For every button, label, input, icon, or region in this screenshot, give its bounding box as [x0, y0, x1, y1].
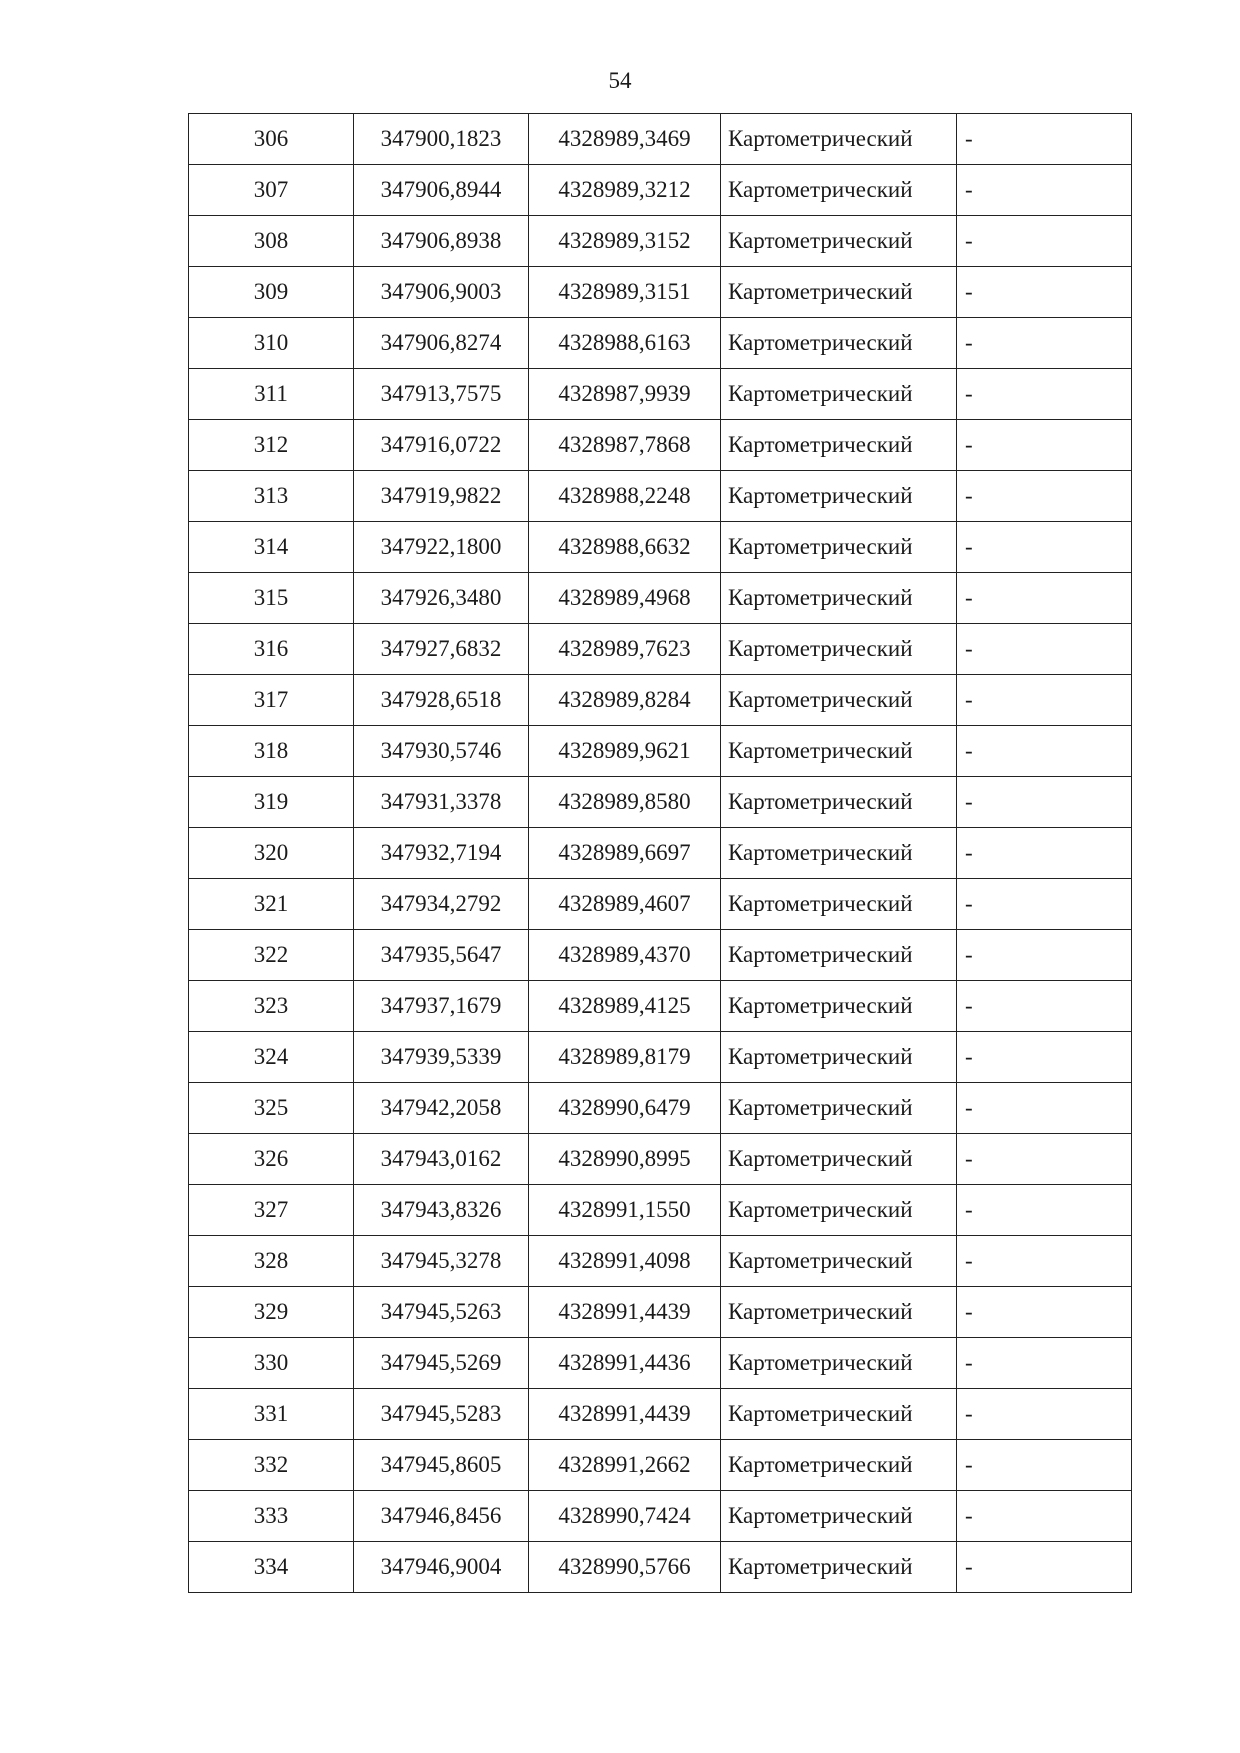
x-coordinate-cell: 347945,5269	[354, 1338, 529, 1389]
note-cell: -	[957, 726, 1132, 777]
table-row	[189, 318, 1132, 369]
point-number-cell: 315	[189, 573, 354, 624]
note-cell: -	[957, 267, 1132, 318]
table-row	[189, 828, 1132, 879]
method-cell: Картометрический	[721, 879, 957, 930]
point-number-cell: 334	[189, 1542, 354, 1593]
x-coordinate-cell: 347939,5339	[354, 1032, 529, 1083]
point-number-cell: 320	[189, 828, 354, 879]
method-cell: Картометрический	[721, 624, 957, 675]
method-cell: Картометрический	[721, 267, 957, 318]
table-row	[189, 777, 1132, 828]
table-row	[189, 930, 1132, 981]
method-cell: Картометрический	[721, 420, 957, 471]
table-row	[189, 165, 1132, 216]
table-row	[189, 573, 1132, 624]
y-coordinate-cell: 4328991,2662	[529, 1440, 721, 1491]
point-number-cell: 329	[189, 1287, 354, 1338]
point-number-cell: 326	[189, 1134, 354, 1185]
method-cell: Картометрический	[721, 1287, 957, 1338]
point-number-cell: 330	[189, 1338, 354, 1389]
table-row	[189, 1491, 1132, 1542]
point-number-cell: 306	[189, 114, 354, 165]
y-coordinate-cell: 4328991,4439	[529, 1287, 721, 1338]
table-row	[189, 1389, 1132, 1440]
method-cell: Картометрический	[721, 318, 957, 369]
y-coordinate-cell: 4328990,6479	[529, 1083, 721, 1134]
point-number-cell: 313	[189, 471, 354, 522]
y-coordinate-cell: 4328988,6163	[529, 318, 721, 369]
table-row	[189, 471, 1132, 522]
page-number: 54	[608, 68, 632, 93]
y-coordinate-cell: 4328990,8995	[529, 1134, 721, 1185]
note-cell: -	[957, 1185, 1132, 1236]
x-coordinate-cell: 347943,0162	[354, 1134, 529, 1185]
x-coordinate-cell: 347900,1823	[354, 114, 529, 165]
y-coordinate-cell: 4328989,4370	[529, 930, 721, 981]
x-coordinate-cell: 347906,8938	[354, 216, 529, 267]
note-cell: -	[957, 1236, 1132, 1287]
method-cell: Картометрический	[721, 675, 957, 726]
method-cell: Картометрический	[721, 471, 957, 522]
point-number-cell: 333	[189, 1491, 354, 1542]
y-coordinate-cell: 4328989,6697	[529, 828, 721, 879]
table-row	[189, 1032, 1132, 1083]
y-coordinate-cell: 4328989,3212	[529, 165, 721, 216]
point-number-cell: 318	[189, 726, 354, 777]
y-coordinate-cell: 4328989,8284	[529, 675, 721, 726]
method-cell: Картометрический	[721, 1491, 957, 1542]
table-row	[189, 675, 1132, 726]
point-number-cell: 317	[189, 675, 354, 726]
note-cell: -	[957, 1389, 1132, 1440]
y-coordinate-cell: 4328991,1550	[529, 1185, 721, 1236]
y-coordinate-cell: 4328989,4968	[529, 573, 721, 624]
note-cell: -	[957, 165, 1132, 216]
method-cell: Картометрический	[721, 726, 957, 777]
point-number-cell: 323	[189, 981, 354, 1032]
table-row	[189, 1083, 1132, 1134]
note-cell: -	[957, 1287, 1132, 1338]
note-cell: -	[957, 1032, 1132, 1083]
table-row	[189, 369, 1132, 420]
method-cell: Картометрический	[721, 930, 957, 981]
table-row	[189, 1236, 1132, 1287]
y-coordinate-cell: 4328989,9621	[529, 726, 721, 777]
y-coordinate-cell: 4328989,7623	[529, 624, 721, 675]
x-coordinate-cell: 347913,7575	[354, 369, 529, 420]
table-row	[189, 267, 1132, 318]
method-cell: Картометрический	[721, 1389, 957, 1440]
point-number-cell: 307	[189, 165, 354, 216]
note-cell: -	[957, 675, 1132, 726]
point-number-cell: 332	[189, 1440, 354, 1491]
x-coordinate-cell: 347922,1800	[354, 522, 529, 573]
method-cell: Картометрический	[721, 1542, 957, 1593]
point-number-cell: 321	[189, 879, 354, 930]
point-number-cell: 316	[189, 624, 354, 675]
table-row	[189, 879, 1132, 930]
method-cell: Картометрический	[721, 981, 957, 1032]
note-cell: -	[957, 777, 1132, 828]
note-cell: -	[957, 471, 1132, 522]
y-coordinate-cell: 4328989,3469	[529, 114, 721, 165]
note-cell: -	[957, 420, 1132, 471]
table-row	[189, 1287, 1132, 1338]
method-cell: Картометрический	[721, 573, 957, 624]
table-row	[189, 1185, 1132, 1236]
method-cell: Картометрический	[721, 522, 957, 573]
method-cell: Картометрический	[721, 1236, 957, 1287]
table-row	[189, 624, 1132, 675]
method-cell: Картометрический	[721, 777, 957, 828]
y-coordinate-cell: 4328988,2248	[529, 471, 721, 522]
method-cell: Картометрический	[721, 1440, 957, 1491]
point-number-cell: 311	[189, 369, 354, 420]
table-row	[189, 114, 1132, 165]
y-coordinate-cell: 4328987,7868	[529, 420, 721, 471]
note-cell: -	[957, 1083, 1132, 1134]
note-cell: -	[957, 879, 1132, 930]
coordinates-table-body	[189, 114, 1132, 1593]
note-cell: -	[957, 369, 1132, 420]
x-coordinate-cell: 347946,9004	[354, 1542, 529, 1593]
table-row	[189, 1338, 1132, 1389]
point-number-cell: 325	[189, 1083, 354, 1134]
note-cell: -	[957, 216, 1132, 267]
method-cell: Картометрический	[721, 1032, 957, 1083]
y-coordinate-cell: 4328989,4607	[529, 879, 721, 930]
note-cell: -	[957, 981, 1132, 1032]
y-coordinate-cell: 4328989,3151	[529, 267, 721, 318]
x-coordinate-cell: 347932,7194	[354, 828, 529, 879]
point-number-cell: 331	[189, 1389, 354, 1440]
method-cell: Картометрический	[721, 1338, 957, 1389]
method-cell: Картометрический	[721, 1134, 957, 1185]
y-coordinate-cell: 4328990,7424	[529, 1491, 721, 1542]
x-coordinate-cell: 347906,9003	[354, 267, 529, 318]
method-cell: Картометрический	[721, 165, 957, 216]
coordinates-table	[188, 113, 1132, 1593]
point-number-cell: 314	[189, 522, 354, 573]
note-cell: -	[957, 930, 1132, 981]
x-coordinate-cell: 347906,8944	[354, 165, 529, 216]
note-cell: -	[957, 318, 1132, 369]
y-coordinate-cell: 4328989,3152	[529, 216, 721, 267]
note-cell: -	[957, 1134, 1132, 1185]
x-coordinate-cell: 347946,8456	[354, 1491, 529, 1542]
x-coordinate-cell: 347945,3278	[354, 1236, 529, 1287]
table-row	[189, 420, 1132, 471]
point-number-cell: 310	[189, 318, 354, 369]
y-coordinate-cell: 4328989,8580	[529, 777, 721, 828]
x-coordinate-cell: 347945,5283	[354, 1389, 529, 1440]
y-coordinate-cell: 4328988,6632	[529, 522, 721, 573]
note-cell: -	[957, 573, 1132, 624]
method-cell: Картометрический	[721, 369, 957, 420]
x-coordinate-cell: 347937,1679	[354, 981, 529, 1032]
x-coordinate-cell: 347930,5746	[354, 726, 529, 777]
note-cell: -	[957, 522, 1132, 573]
table-row	[189, 1542, 1132, 1593]
x-coordinate-cell: 347945,5263	[354, 1287, 529, 1338]
method-cell: Картометрический	[721, 216, 957, 267]
x-coordinate-cell: 347926,3480	[354, 573, 529, 624]
method-cell: Картометрический	[721, 114, 957, 165]
point-number-cell: 309	[189, 267, 354, 318]
y-coordinate-cell: 4328991,4436	[529, 1338, 721, 1389]
table-row	[189, 216, 1132, 267]
y-coordinate-cell: 4328989,8179	[529, 1032, 721, 1083]
note-cell: -	[957, 114, 1132, 165]
method-cell: Картометрический	[721, 828, 957, 879]
table-row	[189, 1134, 1132, 1185]
table-row	[189, 981, 1132, 1032]
table-row	[189, 1440, 1132, 1491]
x-coordinate-cell: 347942,2058	[354, 1083, 529, 1134]
x-coordinate-cell: 347927,6832	[354, 624, 529, 675]
x-coordinate-cell: 347943,8326	[354, 1185, 529, 1236]
note-cell: -	[957, 828, 1132, 879]
note-cell: -	[957, 1338, 1132, 1389]
x-coordinate-cell: 347934,2792	[354, 879, 529, 930]
x-coordinate-cell: 347931,3378	[354, 777, 529, 828]
table-row	[189, 726, 1132, 777]
note-cell: -	[957, 1491, 1132, 1542]
x-coordinate-cell: 347916,0722	[354, 420, 529, 471]
point-number-cell: 328	[189, 1236, 354, 1287]
y-coordinate-cell: 4328987,9939	[529, 369, 721, 420]
y-coordinate-cell: 4328991,4098	[529, 1236, 721, 1287]
point-number-cell: 327	[189, 1185, 354, 1236]
note-cell: -	[957, 1440, 1132, 1491]
point-number-cell: 322	[189, 930, 354, 981]
x-coordinate-cell: 347906,8274	[354, 318, 529, 369]
note-cell: -	[957, 1542, 1132, 1593]
method-cell: Картометрический	[721, 1083, 957, 1134]
x-coordinate-cell: 347919,9822	[354, 471, 529, 522]
table-row	[189, 522, 1132, 573]
note-cell: -	[957, 624, 1132, 675]
point-number-cell: 308	[189, 216, 354, 267]
point-number-cell: 319	[189, 777, 354, 828]
y-coordinate-cell: 4328991,4439	[529, 1389, 721, 1440]
point-number-cell: 324	[189, 1032, 354, 1083]
method-cell: Картометрический	[721, 1185, 957, 1236]
point-number-cell: 312	[189, 420, 354, 471]
x-coordinate-cell: 347928,6518	[354, 675, 529, 726]
y-coordinate-cell: 4328990,5766	[529, 1542, 721, 1593]
y-coordinate-cell: 4328989,4125	[529, 981, 721, 1032]
x-coordinate-cell: 347945,8605	[354, 1440, 529, 1491]
x-coordinate-cell: 347935,5647	[354, 930, 529, 981]
